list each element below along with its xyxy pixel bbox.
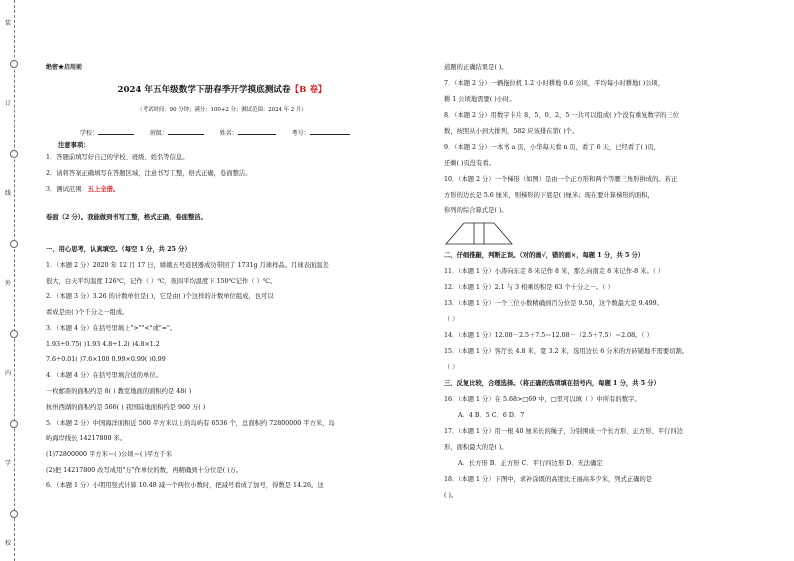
answer-options: A．4 B．5 C．6 D．7 <box>458 412 525 419</box>
question-text: 看成是由( )个千分之一组成。 <box>46 309 129 316</box>
id-field[interactable] <box>310 128 350 135</box>
question-text: 9．（本题 2 分）一本书 a 页，小华每天看 n 页，看了 6 天，已经看了( )页， <box>444 144 660 151</box>
neatness-line: 卷面（2 分）。我能做到书写工整，格式正确，卷面整洁。 <box>46 214 207 221</box>
binding-circle-icon <box>10 150 18 158</box>
binding-label: 外 <box>4 280 11 287</box>
class-field[interactable] <box>168 128 204 135</box>
question-text: 2．（本题 3 分）3.26 的计数单位是( )，它是由( )个这样的计数单位组成，也可以 <box>46 293 274 300</box>
question-text: 很大，白天平均温度 126℃，记作（ ）℃，夜间平均温度下 150℃记作（ ）℃。 <box>46 278 277 285</box>
question-text: 15．（本题 1 分）客厅长 4.8 米，宽 3.2 米，选用边长 6 分米的方砖铺地不需要切割。 <box>444 348 689 355</box>
binding-circle-icon <box>10 240 18 248</box>
binding-label: 内 <box>4 370 11 377</box>
question-text: 屿海岸线长 14217800 米。 <box>46 435 127 442</box>
title-main: 2024 年五年级数学下册春季开学摸底测试卷 <box>117 85 291 95</box>
binding-circle-icon <box>10 60 18 68</box>
question-text: 6．（本题 1 分）小明用竖式计算 10.48 减一个两位小数时，把减号看成了加号，得数是 14.26。这 <box>46 482 324 489</box>
question-text: 1.93÷0.75( )1.93 4.8÷1.2( )4.8×1.2 <box>46 341 160 348</box>
question-text: 4．（本题 4 分）在括号里填合适的单位。 <box>46 372 162 379</box>
trapezoid-figure <box>444 220 514 246</box>
question-text: 13．（本题 1 分）一个三位小数精确到百分位是 9.50，这个数最大是 9.499。 <box>444 300 663 307</box>
school-label: 学校： <box>80 130 99 137</box>
question-text: 12．（本题 1 分）2.1 与 3 相乘的积是 63 个十分之一。（ ） <box>444 284 614 291</box>
binding-margin <box>0 0 30 561</box>
section-heading: 三、反复比较，合理选择。（将正确的选项填在括号内，每题 1 分，共 5 分） <box>444 380 660 387</box>
binding-label: 装 <box>4 20 11 27</box>
school-field[interactable] <box>98 128 134 135</box>
class-label: 班级： <box>149 130 168 137</box>
name-label: 姓名： <box>219 130 238 137</box>
info-row <box>80 128 350 138</box>
question-text: 16．（本题 1 分）在 5.68>□69 中，□里可以填（ ）中所有的数字。 <box>444 396 641 403</box>
note-item: 2．请将答案正确填写在答题区域，注意书写工整，格式正确，卷面整洁。 <box>46 170 252 177</box>
question-text: 方形的边长是 5.6 厘米，则梯形的下底是( )厘米；现在要计算梯形的面积， <box>444 192 654 199</box>
binding-label: 线 <box>4 190 11 197</box>
question-text: 7．（本题 2 分）一辆拖拉机 1.2 小时耕地 0.6 公顷，平均每小时耕地( )公顷， <box>444 80 665 87</box>
question-text: 杭州西湖的面积约是 566( ) 我国陆地面积约是 960 万( ) <box>46 404 206 411</box>
binding-label: 订 <box>4 100 11 107</box>
question-text: （ ） <box>444 364 459 371</box>
question-text: 10．（本题 2 分）一个梯形（如图）是由一个正方形和两个等腰三角形拼成的。若正 <box>444 176 678 183</box>
question-text: 11．（本题 1 分）小涛向东走 8 米记作 8 米，那么向南走 8 米记作-8 米。（ ） <box>444 268 665 275</box>
question-text: 5．（本题 2 分）中国海洋面积近 500 平方米以上的岛屿有 6536 个，总面积约 72800000 平方米，岛 <box>46 420 335 427</box>
question-text: ( )。 <box>444 492 458 499</box>
name-field[interactable] <box>238 128 276 135</box>
question-text: 还剩( )页没有看。 <box>444 160 495 167</box>
binding-dashed-line <box>14 0 15 561</box>
section-heading: 一、用心思考，认真填空。（每空 1 分，共 25 分） <box>46 246 191 253</box>
binding-label: 学 <box>4 460 11 467</box>
page-title <box>46 86 398 94</box>
question-text: 17．（本题 1 分）用一根 40 厘米长的绳子，分别围成一个长方形、正方形、平行四边 <box>444 428 683 435</box>
binding-circle-icon <box>10 330 18 338</box>
section-heading: 二、仔细推敲，判断正误。（对的画√，错的画×，每题 1 分，共 5 分） <box>444 252 645 259</box>
question-text: 你列的综合算式是( )。 <box>444 207 508 214</box>
notes-heading: 注意事项： <box>58 142 90 149</box>
note-item: 1．答题前填写好自己的学校、班级、姓名等信息。 <box>46 154 189 161</box>
question-text: (1)72800000 平方米＝( )公顷＝( )平方千米 <box>46 451 173 458</box>
question-text: 道题的正确结果是( )。 <box>444 64 508 71</box>
question-text: (2)把 14217800 改写成用"万"作单位的数，再精确到十分位是( )万。 <box>46 467 243 474</box>
title-tag: 【B 卷】 <box>290 85 327 95</box>
question-text: 1．（本题 2 分）2020 年 12 月 17 日，嫦娥五号返回器成功带回了 1731g 月球样品。月球表面温差 <box>46 262 329 269</box>
confidential-mark: 绝密★启用前 <box>46 64 83 71</box>
exam-subtitle: （考试时间：90 分钟；满分：100+2 分；测试范围：2024 年 2 月） <box>137 107 307 113</box>
binding-label: 校 <box>4 540 11 547</box>
question-text: 8．（本题 2 分）用数字卡片 8、5、0、2，5 一共可以组成( )个没有重复数字的三位 <box>444 112 680 119</box>
note-item: 3．测试范围：五上全册。 <box>46 186 120 193</box>
question-text: 3．（本题 4 分）在括号里填上">""<"或"="。 <box>46 325 177 332</box>
question-text: 一枚邮票的面积约是 8( ) 教室地面的面积约是 48( ) <box>46 388 192 395</box>
question-text: 7.6÷0.01( )7.6×100 0.99×0.99( )0.99 <box>46 356 166 363</box>
question-text: 14．（本题 1 分）12.08－2.5＋7.5＝12.08－（2.5＋7.5）＝2.08。（ ） <box>444 332 653 339</box>
question-text: 耕 1 公顷地需要( )小时。 <box>444 96 516 103</box>
id-label: 考号： <box>291 130 310 137</box>
answer-options: A．长方形 B．正方形 C．平行四边形 D．无法确定 <box>458 460 603 467</box>
question-text: 形，面积最大的是( )。 <box>444 444 508 451</box>
binding-circle-icon <box>10 420 18 428</box>
binding-circle-icon <box>10 510 18 518</box>
question-text: 数，按照从小到大排列，582 应该排在第( )个。 <box>444 128 579 135</box>
question-text: 18．（本题 1 分）下图中，求补涂既的高度比王丽高多少米，列式正确的是 <box>444 476 653 483</box>
question-text: （ ） <box>444 316 459 323</box>
